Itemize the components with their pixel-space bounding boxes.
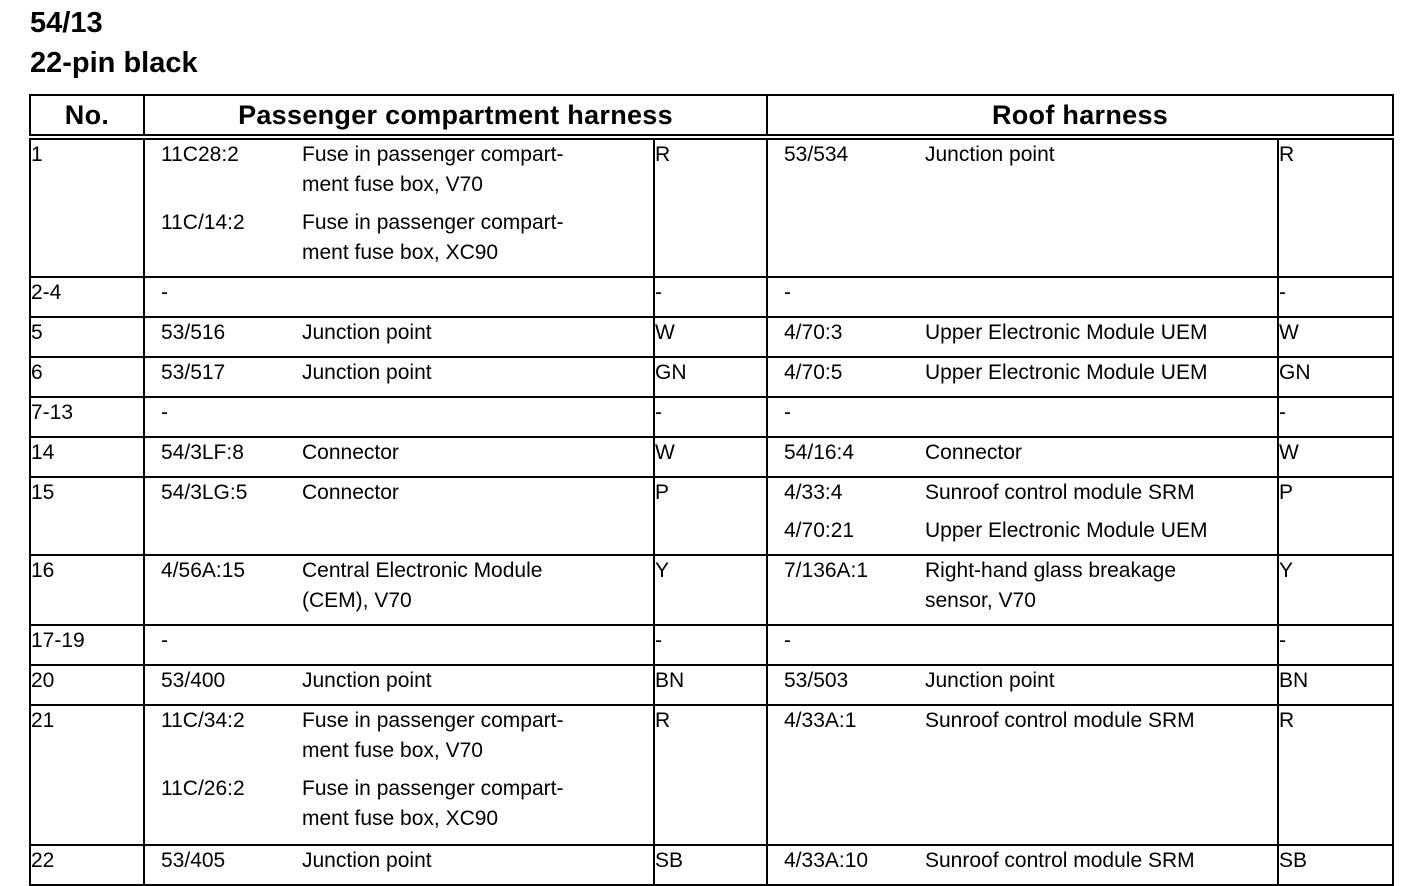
description-line: Fuse in passenger compart-	[302, 211, 564, 234]
description-line: Junction point	[302, 669, 432, 692]
passenger-wire-color: Y	[654, 555, 767, 625]
terminal-description	[302, 140, 653, 200]
roof-harness-cell	[767, 555, 1278, 625]
table-row	[30, 397, 1393, 437]
connection-entry	[145, 846, 653, 884]
roof-harness-cell	[767, 397, 1278, 437]
terminal-description	[925, 478, 1277, 508]
pin-number: 14	[30, 437, 144, 477]
terminal-description	[302, 438, 653, 468]
terminal-description	[302, 846, 653, 876]
terminal-code: 4/70:5	[784, 361, 843, 384]
description-line	[925, 398, 1277, 428]
description-line	[925, 626, 1277, 656]
roof-harness-cell	[767, 705, 1278, 845]
connection-entry	[145, 556, 653, 624]
description-line: sensor, V70	[925, 589, 1036, 612]
description-line: Junction point	[925, 143, 1055, 166]
header-passenger-harness: Passenger compartment harness	[144, 95, 767, 137]
terminal-code: 53/517	[161, 361, 226, 384]
terminal-description	[925, 140, 1277, 170]
description-line: Fuse in passenger compart-	[302, 143, 564, 166]
terminal-code: 53/405	[161, 849, 226, 872]
terminal-code: 53/400	[161, 669, 226, 692]
terminal-description	[925, 318, 1277, 348]
roof-harness-cell	[767, 665, 1278, 705]
passenger-harness-cell	[144, 625, 654, 665]
pin-number: 17-19	[30, 625, 144, 665]
description-line: ment fuse box, V70	[302, 173, 483, 196]
connection-entry	[768, 846, 1277, 884]
connection-entry	[768, 516, 1277, 554]
connection-entry	[145, 626, 653, 664]
description-line: ment fuse box, XC90	[302, 807, 499, 830]
passenger-wire-color: -	[654, 397, 767, 437]
terminal-code: 11C/14:2	[161, 211, 245, 234]
terminal-code: -	[784, 629, 791, 652]
connection-entry	[768, 706, 1277, 744]
pin-number: 22	[30, 845, 144, 885]
connection-entry	[145, 666, 653, 704]
connector-description-heading: 22-pin black	[30, 47, 198, 79]
connection-entry	[768, 318, 1277, 356]
terminal-description	[302, 398, 653, 428]
header-roof-harness: Roof harness	[767, 95, 1393, 137]
terminal-code: -	[161, 281, 168, 304]
passenger-harness-cell	[144, 477, 654, 555]
roof-wire-color: -	[1278, 277, 1393, 317]
terminal-description	[925, 556, 1277, 616]
roof-wire-color: W	[1278, 437, 1393, 477]
roof-harness-cell	[767, 357, 1278, 397]
terminal-code: 53/534	[784, 143, 849, 166]
terminal-code: 4/70:21	[784, 519, 855, 542]
description-line: Junction point	[302, 361, 432, 384]
terminal-description	[925, 438, 1277, 468]
roof-wire-color: Y	[1278, 555, 1393, 625]
pin-number: 1	[30, 137, 144, 277]
connection-entry	[145, 140, 653, 208]
passenger-wire-color: P	[654, 477, 767, 555]
terminal-description	[925, 666, 1277, 696]
connection-entry	[145, 774, 653, 842]
passenger-harness-cell	[144, 665, 654, 705]
roof-wire-color: R	[1278, 705, 1393, 845]
connection-entry	[768, 478, 1277, 516]
description-line: Upper Electronic Module UEM	[925, 519, 1208, 542]
connection-entry	[768, 278, 1277, 316]
terminal-description	[925, 846, 1277, 876]
connection-entry	[145, 278, 653, 316]
table-row	[30, 845, 1393, 885]
table-body	[30, 137, 1393, 885]
table-row	[30, 317, 1393, 357]
table-row	[30, 555, 1393, 625]
connection-entry	[145, 358, 653, 396]
description-line: Sunroof control module SRM	[925, 481, 1195, 504]
passenger-wire-color: -	[654, 277, 767, 317]
roof-harness-cell	[767, 317, 1278, 357]
roof-harness-cell	[767, 137, 1278, 277]
terminal-description	[302, 626, 653, 656]
terminal-code: 54/3LG:5	[161, 481, 248, 504]
roof-harness-cell	[767, 437, 1278, 477]
description-line: (CEM), V70	[302, 589, 412, 612]
description-line	[302, 398, 653, 428]
pin-assignment-table	[29, 94, 1394, 886]
roof-harness-cell	[767, 277, 1278, 317]
roof-wire-color: -	[1278, 397, 1393, 437]
connection-entry	[145, 706, 653, 774]
terminal-description	[302, 706, 653, 766]
passenger-harness-cell	[144, 845, 654, 885]
terminal-description	[302, 208, 653, 268]
roof-wire-color: GN	[1278, 357, 1393, 397]
passenger-wire-color: -	[654, 625, 767, 665]
passenger-harness-cell	[144, 137, 654, 277]
terminal-description	[302, 278, 653, 308]
pin-number: 5	[30, 317, 144, 357]
passenger-wire-color: W	[654, 317, 767, 357]
description-line: Fuse in passenger compart-	[302, 777, 564, 800]
pin-number: 16	[30, 555, 144, 625]
terminal-code: 4/56A:15	[161, 559, 246, 582]
roof-wire-color: P	[1278, 477, 1393, 555]
passenger-harness-cell	[144, 357, 654, 397]
description-line: Upper Electronic Module UEM	[925, 361, 1208, 384]
terminal-description	[302, 478, 653, 508]
pin-number: 6	[30, 357, 144, 397]
table-row	[30, 357, 1393, 397]
passenger-harness-cell	[144, 705, 654, 845]
table-row	[30, 625, 1393, 665]
description-line: ment fuse box, XC90	[302, 241, 499, 264]
connection-entry	[768, 626, 1277, 664]
terminal-description	[925, 516, 1277, 546]
pin-number: 21	[30, 705, 144, 845]
passenger-harness-cell	[144, 277, 654, 317]
terminal-code: 4/33A:1	[784, 709, 857, 732]
terminal-code: 4/70:3	[784, 321, 843, 344]
pin-number: 2-4	[30, 277, 144, 317]
table-row	[30, 277, 1393, 317]
terminal-code: -	[784, 281, 791, 304]
terminal-code: 4/33:4	[784, 481, 843, 504]
description-line: Sunroof control module SRM	[925, 849, 1195, 872]
passenger-harness-cell	[144, 437, 654, 477]
terminal-description	[302, 556, 653, 616]
description-line: Fuse in passenger compart-	[302, 709, 564, 732]
terminal-code: 54/3LF:8	[161, 441, 244, 464]
connector-id-heading: 54/13	[30, 7, 103, 39]
terminal-description	[925, 398, 1277, 428]
passenger-harness-cell	[144, 397, 654, 437]
connection-entry	[145, 318, 653, 356]
connection-entry	[768, 140, 1277, 178]
passenger-wire-color: W	[654, 437, 767, 477]
roof-wire-color: R	[1278, 137, 1393, 277]
roof-wire-color: -	[1278, 625, 1393, 665]
table-row	[30, 477, 1393, 555]
description-line: Junction point	[925, 669, 1055, 692]
terminal-description	[302, 358, 653, 388]
passenger-wire-color: R	[654, 705, 767, 845]
terminal-description	[302, 774, 653, 834]
passenger-wire-color: SB	[654, 845, 767, 885]
table-row	[30, 705, 1393, 845]
passenger-wire-color: GN	[654, 357, 767, 397]
roof-wire-color: BN	[1278, 665, 1393, 705]
terminal-code: 11C/34:2	[161, 709, 245, 732]
description-line: Junction point	[302, 321, 432, 344]
roof-harness-cell	[767, 625, 1278, 665]
passenger-harness-cell	[144, 317, 654, 357]
table-header-row	[30, 95, 1393, 137]
table-row	[30, 665, 1393, 705]
description-line: Connector	[925, 441, 1022, 464]
connection-entry	[768, 358, 1277, 396]
terminal-description	[925, 278, 1277, 308]
connection-entry	[768, 438, 1277, 476]
description-line: ment fuse box, V70	[302, 739, 483, 762]
terminal-code: 54/16:4	[784, 441, 855, 464]
terminal-code: 7/136A:1	[784, 559, 869, 582]
terminal-description	[302, 318, 653, 348]
connection-entry	[145, 478, 653, 516]
description-line: Sunroof control module SRM	[925, 709, 1195, 732]
description-line: Connector	[302, 441, 399, 464]
passenger-wire-color: BN	[654, 665, 767, 705]
terminal-code: 53/516	[161, 321, 226, 344]
terminal-code: -	[161, 401, 168, 424]
terminal-description	[925, 358, 1277, 388]
connection-entry	[768, 556, 1277, 624]
description-line: Connector	[302, 481, 399, 504]
connection-entry	[768, 666, 1277, 704]
roof-harness-cell	[767, 477, 1278, 555]
description-line: Upper Electronic Module UEM	[925, 321, 1208, 344]
terminal-description	[302, 666, 653, 696]
terminal-code: -	[784, 401, 791, 424]
table-row	[30, 437, 1393, 477]
description-line	[302, 278, 653, 308]
terminal-code: 53/503	[784, 669, 849, 692]
description-line	[302, 626, 653, 656]
terminal-code: 4/33A:10	[784, 849, 869, 872]
connection-entry	[145, 208, 653, 276]
roof-wire-color: SB	[1278, 845, 1393, 885]
pin-number: 7-13	[30, 397, 144, 437]
table-row	[30, 137, 1393, 277]
terminal-code: 11C/26:2	[161, 777, 245, 800]
connection-entry	[768, 398, 1277, 436]
passenger-harness-cell	[144, 555, 654, 625]
connection-entry	[145, 398, 653, 436]
description-line: Junction point	[302, 849, 432, 872]
roof-wire-color: W	[1278, 317, 1393, 357]
roof-harness-cell	[767, 845, 1278, 885]
header-no: No.	[30, 95, 144, 137]
terminal-description	[925, 626, 1277, 656]
terminal-description	[925, 706, 1277, 736]
description-line	[925, 278, 1277, 308]
description-line: Central Electronic Module	[302, 559, 543, 582]
terminal-code: -	[161, 629, 168, 652]
terminal-code: 11C28:2	[161, 143, 239, 166]
pin-number: 20	[30, 665, 144, 705]
pin-number: 15	[30, 477, 144, 555]
connection-entry	[145, 438, 653, 476]
description-line: Right-hand glass breakage	[925, 559, 1176, 582]
passenger-wire-color: R	[654, 137, 767, 277]
